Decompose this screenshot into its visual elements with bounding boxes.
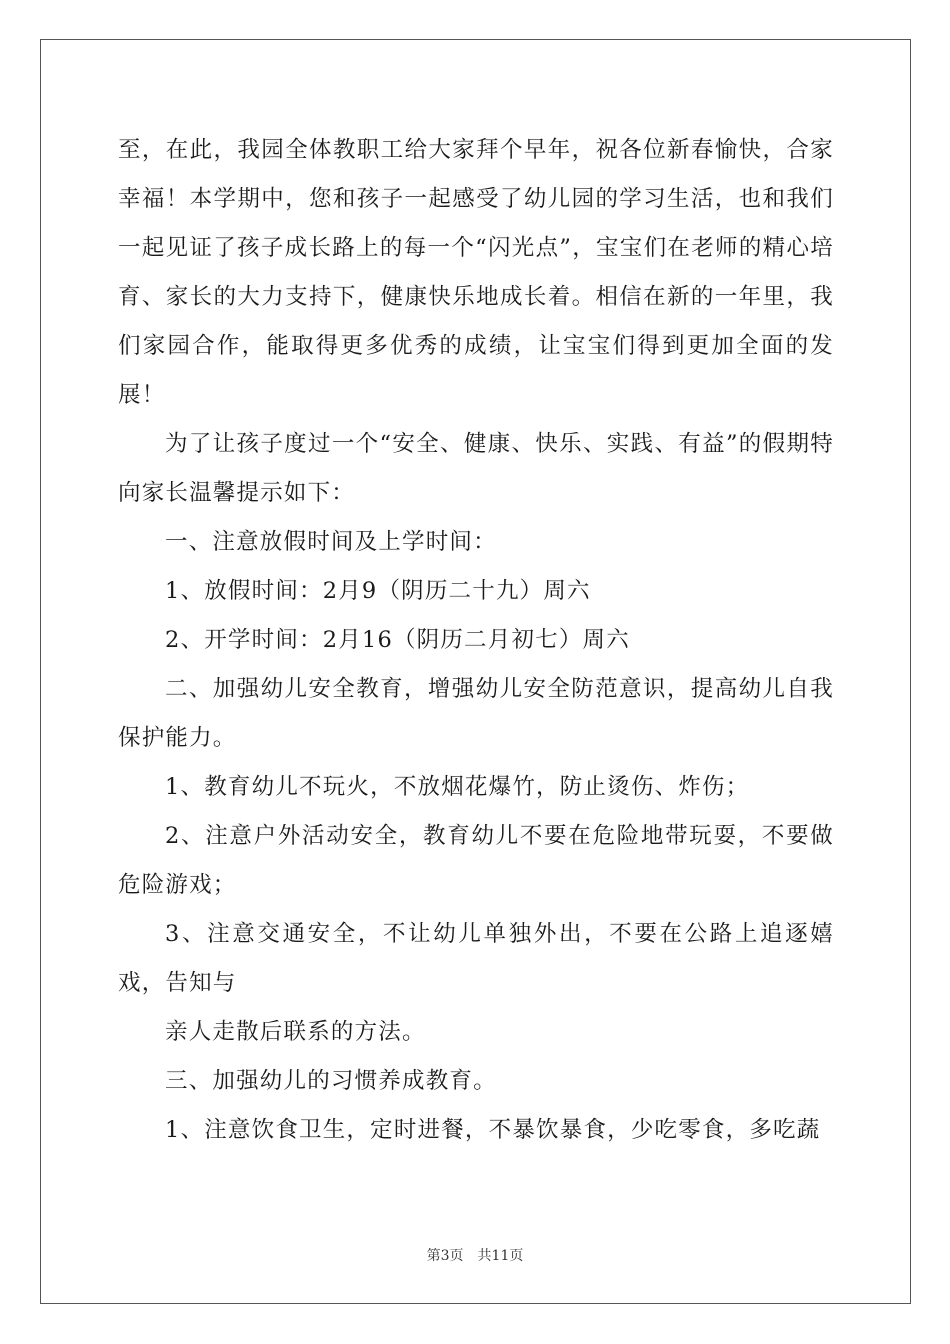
paragraph-greeting: 至，在此，我园全体教职工给大家拜个早年，祝各位新春愉快，合家幸福！本学期中，您和孩子一起感受了幼儿园的学习生活，也和我们一起见证了孩子成长路上的每一个“闪光点”，宝宝们在老师的精心培育、家长的大力支持下，健康快乐地成长着。相信在新的一年里，我们家园合作，能取得更多优秀的成绩，让宝宝们得到更加全面的发展！	[118, 137, 834, 408]
list-item-diet-hygiene: 1、注意饮食卫生，定时进餐，不暴饮暴食，少吃零食，多吃蔬	[165, 1117, 821, 1143]
document-body	[118, 126, 834, 1155]
heading-section-1: 一、注意放假时间及上学时间：	[165, 529, 497, 555]
list-item-outdoor-safety: 2、注意户外活动安全，教育幼儿不要在危险地带玩耍，不要做危险游戏；	[118, 823, 834, 898]
heading-section-3: 三、加强幼儿的习惯养成教育。	[165, 1068, 497, 1094]
paragraph-continuation: 亲人走散后联系的方法。	[165, 1019, 426, 1045]
page-total: 共11页	[477, 1248, 524, 1264]
heading-section-2: 二、加强幼儿安全教育，增强幼儿安全防范意识，提高幼儿自我保护能力。	[118, 676, 834, 751]
page-number: 第3页	[426, 1248, 464, 1264]
list-item-traffic-safety: 3、注意交通安全，不让幼儿单独外出，不要在公路上追逐嬉戏，告知与	[118, 921, 834, 996]
paragraph-intro: 为了让孩子度过一个“安全、健康、快乐、实践、有益”的假期特向家长温馨提示如下：	[118, 431, 834, 506]
list-item-holiday-start: 1、放假时间：2月9（阴历二十九）周六	[165, 578, 591, 604]
list-item-fire-safety: 1、教育幼儿不玩火，不放烟花爆竹，防止烫伤、炸伤；	[165, 774, 750, 800]
list-item-school-start: 2、开学时间：2月16（阴历二月初七）周六	[165, 627, 630, 653]
page-footer	[0, 1245, 950, 1265]
